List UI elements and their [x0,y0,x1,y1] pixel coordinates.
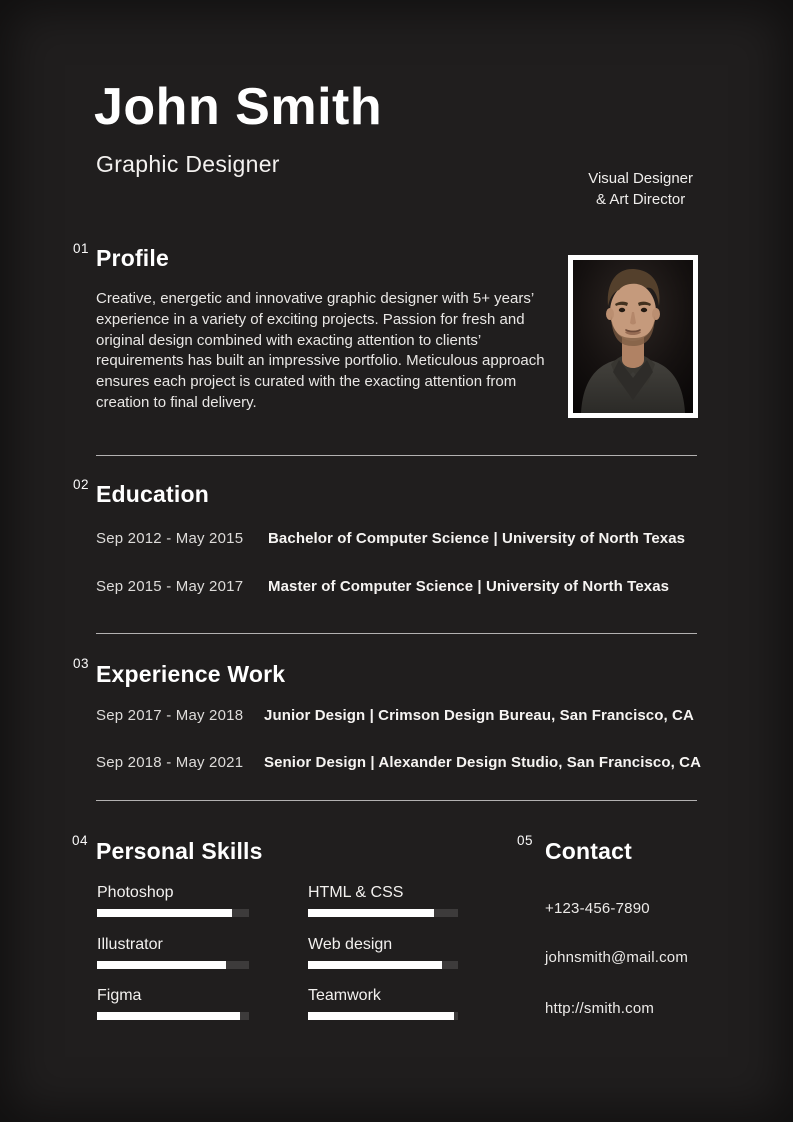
divider-1 [96,455,697,456]
experience-description-1: Junior Design | Crimson Design Bureau, San Francisco, CA [264,707,694,724]
skill-label: Illustrator [97,936,163,953]
tagline-line-2: & Art Director [596,191,686,208]
section-number-education: 02 [73,477,90,492]
section-number-skills: 04 [72,833,89,848]
section-title-contact: Contact [545,838,633,864]
skill-bar [97,961,249,969]
skill-bar-fill [97,909,232,917]
skill-label: Web design [308,936,393,953]
education-description-2: Master of Computer Science | University of North Texas [268,578,670,595]
section-title-experience: Experience Work [96,661,286,687]
skill-label: Figma [97,987,142,1004]
experience-dates-2: Sep 2018 - May 2021 [96,754,244,771]
section-number-experience: 03 [73,656,90,671]
person-job-title: Graphic Designer [96,151,280,177]
contact-email: johnsmith@mail.com [545,949,689,966]
skill-figma [97,987,249,1020]
skill-bar-fill [308,1012,454,1020]
tagline [588,168,693,210]
skill-teamwork [308,987,458,1020]
section-title-education: Education [96,481,209,507]
skill-bar-fill [308,909,434,917]
skill-bar [97,1012,249,1020]
section-title-profile: Profile [96,245,169,271]
experience-description-2: Senior Design | Alexander Design Studio, San Francisco, CA [264,754,702,771]
skill-label: HTML & CSS [308,884,404,901]
skill-label: Photoshop [97,884,174,901]
tagline-line-1: Visual Designer [588,170,693,187]
experience-dates-1: Sep 2017 - May 2018 [96,707,244,724]
divider-3 [96,800,697,801]
skill-html-css [308,884,458,917]
education-dates-1: Sep 2012 - May 2015 [96,530,244,547]
section-title-skills: Personal Skills [96,838,263,864]
section-number-profile: 01 [73,241,90,256]
portrait-photo [568,255,698,418]
divider-2 [96,633,697,634]
skill-bar [308,961,458,969]
skill-bar-fill [308,961,442,969]
contact-phone: +123-456-7890 [545,900,650,917]
skill-bar-fill [97,1012,240,1020]
skill-illustrator [97,936,249,969]
skill-photoshop [97,884,249,917]
skill-bar-fill [97,961,226,969]
section-number-contact: 05 [517,833,534,848]
profile-text: Creative, energetic and innovative graphic designer with 5+ years’ experience in a variety of exciting projects. Passion for fresh and original design combined with exacting attention to clients’ requirements has built an impressive portfolio. Meticulous approach ensures each project is curated with the exacting attention from creation to final delivery. [96,290,545,411]
education-dates-2: Sep 2015 - May 2017 [96,578,244,595]
contact-website: http://smith.com [545,1000,655,1017]
person-name: John Smith [94,78,383,136]
skill-bar [308,1012,458,1020]
skill-label: Teamwork [308,987,381,1004]
skill-bar [97,909,249,917]
portrait-photo-illustration [573,260,693,413]
skill-bar [308,909,458,917]
skill-web-design [308,936,458,969]
education-description-1: Bachelor of Computer Science | University of North Texas [268,530,686,547]
